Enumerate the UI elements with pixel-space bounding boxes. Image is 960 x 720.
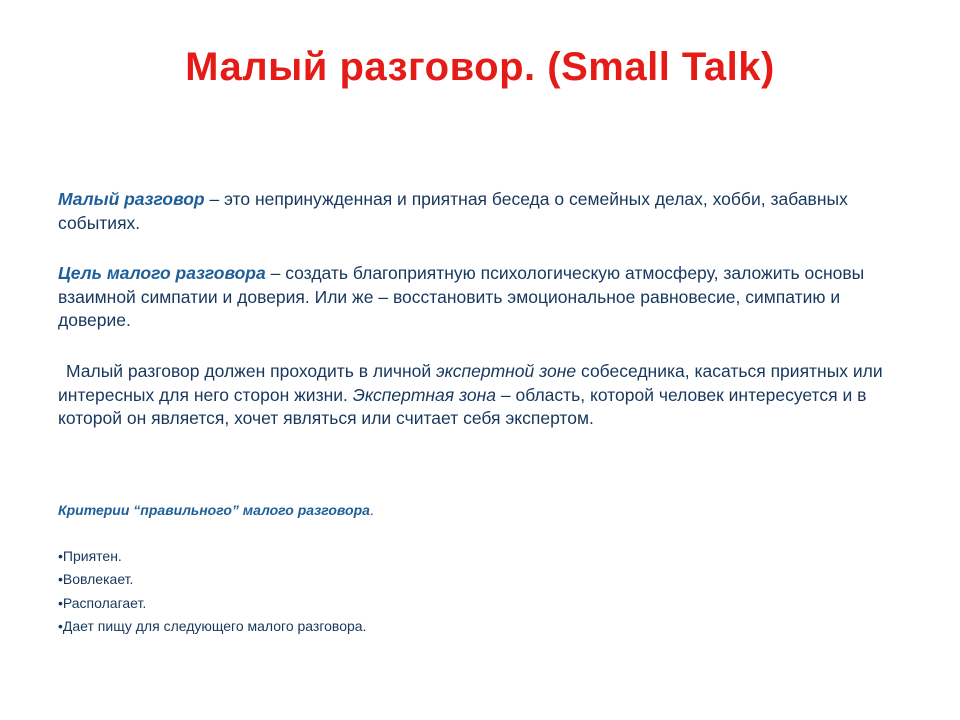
definition-text: – это непринужденная и приятная беседа о семейных делах, хобби, забавных событиях. <box>58 189 848 233</box>
criteria-heading-text: Критерии “правильного” малого разговора <box>58 502 370 518</box>
criteria-list <box>58 545 366 638</box>
criteria-item: •Приятен. <box>58 548 122 564</box>
expert-zone-italic2: Экспертная зона <box>352 384 497 405</box>
criteria-item: •Располагает. <box>58 594 147 611</box>
expert-zone-italic1: экспертной зоне <box>436 361 577 381</box>
goal-term: Цель малого разговора <box>58 263 266 283</box>
goal-paragraph <box>58 262 878 333</box>
definition-term: Малый разговор <box>58 189 205 209</box>
slide-title: Малый разговор. (Small Talk) <box>185 45 775 89</box>
criteria-item: •Дает пищу для следующего малого разговора. <box>58 617 367 634</box>
criteria-item: •Вовлекает. <box>58 571 134 588</box>
expert-zone-part3: – область, которой человек интересуется и в которой он является, хочет являться или считает себя экспертом. <box>58 384 867 428</box>
definition-paragraph <box>58 188 858 235</box>
expert-zone-paragraph <box>58 360 918 431</box>
expert-zone-part2: собеседника, касаться приятных или интересных для него сторон жизни. <box>58 361 883 405</box>
criteria-heading <box>58 500 374 520</box>
goal-text: – создать благоприятную психологическую атмосферу, заложить основы взаимной симпатии и доверия. Или же – восстановить эмоциональное равновесие, симпатию и доверие. <box>58 263 865 330</box>
criteria-heading-suffix: . <box>369 502 374 518</box>
expert-zone-part1: Малый разговор должен проходить в личной <box>66 361 437 381</box>
